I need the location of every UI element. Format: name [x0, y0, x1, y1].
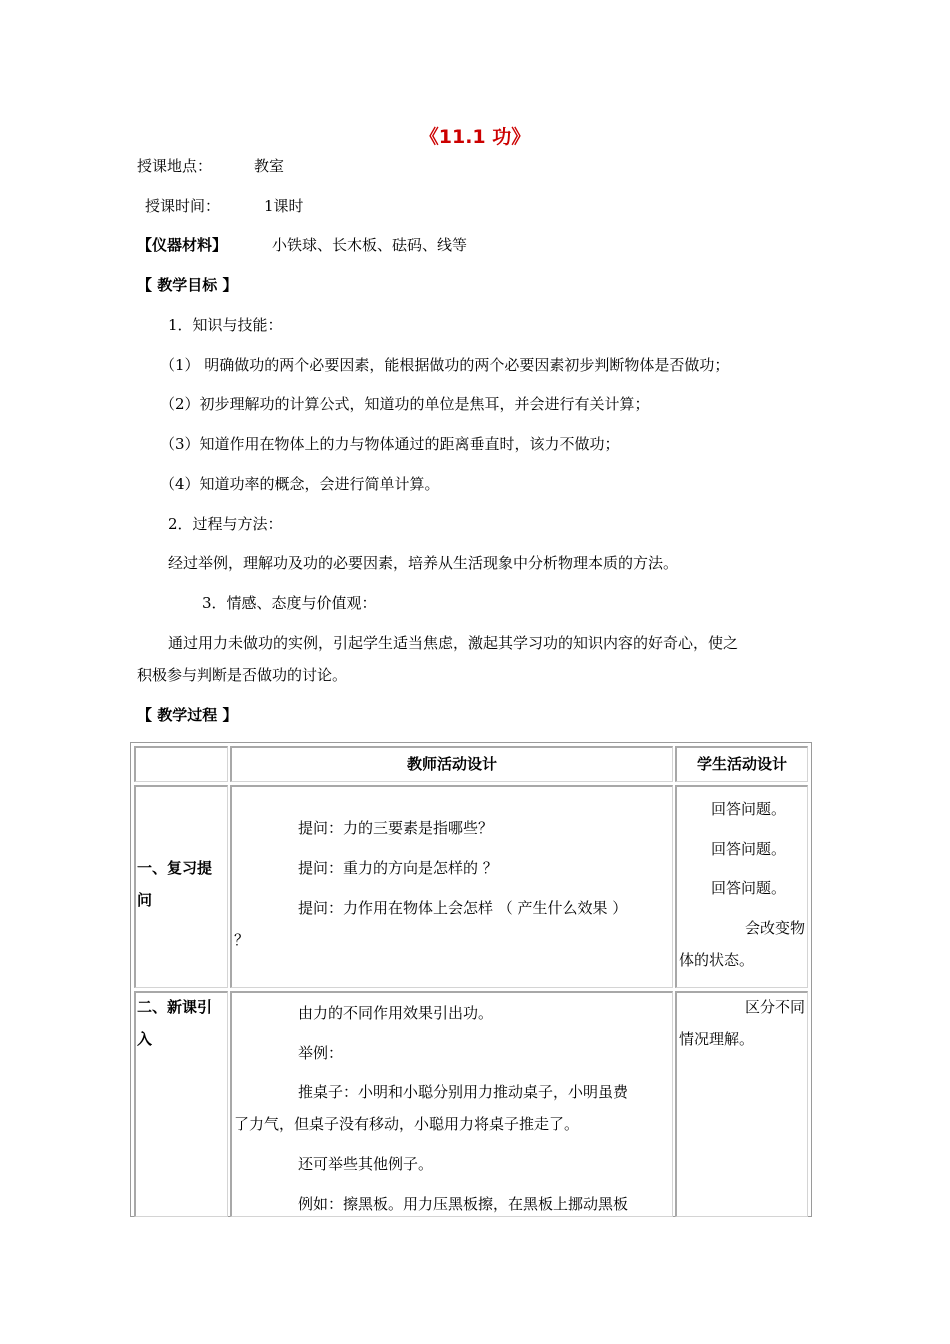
row1-teacher-line: 提问：力作用在物体上会怎样 （ 产生什么效果 ）: [298, 899, 628, 917]
place-label: 授课地点：: [137, 157, 213, 175]
row2-teacher-line: 例如：擦黑板。用力压黑板擦，在黑板上挪动黑板: [298, 1195, 629, 1213]
row1-teacher-line: ？: [234, 931, 250, 949]
row1-teacher-line: 提问：重力的方向是怎样的 ？: [298, 859, 498, 877]
header-stage-cell: [134, 746, 228, 782]
row2-stage-line1: 二、新课引: [137, 998, 213, 1016]
row1-student-line: 体的状态。: [679, 951, 755, 969]
row2-student-line: 区分不同: [744, 998, 805, 1016]
row1-stage-line2: 问: [137, 891, 153, 909]
materials-label: 【仪器材料】: [137, 236, 228, 254]
header-student-cell: [675, 746, 808, 782]
objective-process-heading: 2．过程与方法：: [168, 515, 283, 533]
row1-student-cell: [675, 785, 808, 988]
time-label: 授课时间：: [145, 197, 221, 215]
time-value: 1课时: [264, 197, 304, 215]
row2-stage-cell: [134, 991, 228, 1217]
objective-attitude-text-line1: 通过用力未做功的实例，引起学生适当焦虑，激起其学习功的知识内容的好奇心，使之: [168, 634, 739, 652]
objective-item-2: （2）初步理解功的计算公式，知道功的单位是焦耳，并会进行有关计算；: [160, 395, 650, 413]
row1-student-line: 回答问题。: [711, 840, 787, 858]
row2-teacher-cell: [230, 991, 673, 1217]
materials-value: 小铁球、长木板、砝码、线等: [272, 236, 468, 254]
teaching-process-table: [130, 742, 812, 1217]
row2-teacher-line: 由力的不同作用效果引出功。: [298, 1004, 494, 1022]
header-teacher-cell: [230, 746, 673, 782]
row1-teacher-cell: [230, 785, 673, 988]
document-title: 《11.1 功》: [419, 126, 531, 148]
objective-process-text: 经过举例，理解功及功的必要因素，培养从生活现象中分析物理本质的方法。: [168, 554, 679, 572]
row2-student-line: 情况理解。: [679, 1030, 755, 1048]
header-teacher-label: 教师活动设计: [406, 755, 497, 773]
process-heading: 【 教学过程 】: [137, 706, 238, 724]
row1-teacher-line: 提问：力的三要素是指哪些？: [298, 819, 494, 837]
place-value: 教室: [254, 157, 285, 175]
objective-item-4: （4）知道功率的概念，会进行简单计算。: [160, 475, 440, 493]
header-student-label: 学生活动设计: [696, 755, 787, 773]
row2-teacher-line: 推桌子：小明和小聪分别用力推动桌子，小明虽费: [298, 1083, 629, 1101]
row1-stage-line1: 一、复习提: [137, 859, 213, 877]
row1-student-line: 回答问题。: [711, 800, 787, 818]
row2-student-cell: [675, 991, 808, 1217]
row2-teacher-line: 了力气，但桌子没有移动，小聪用力将桌子推走了。: [234, 1115, 580, 1133]
row2-teacher-line: 还可举些其他例子。: [298, 1155, 434, 1173]
row1-stage-cell: [134, 785, 228, 988]
objective-item-3: （3）知道作用在物体上的力与物体通过的距离垂直时，该力不做功；: [160, 435, 620, 453]
objective-attitude-text-line2: 积极参与判断是否做功的讨论。: [137, 666, 348, 684]
objective-attitude-heading: 3．情感、态度与价值观：: [202, 594, 377, 612]
row1-student-line: 回答问题。: [711, 879, 787, 897]
row1-student-line: 会改变物: [744, 919, 805, 937]
objective-item-1: （1） 明确做功的两个必要因素，能根据做功的两个必要因素初步判断物体是否做功；: [160, 356, 730, 374]
row2-teacher-line: 举例：: [298, 1044, 344, 1062]
objectives-heading: 【 教学目标 】: [137, 276, 238, 294]
row2-stage-line2: 入: [137, 1030, 153, 1048]
objective-knowledge-heading: 1．知识与技能：: [168, 316, 283, 334]
